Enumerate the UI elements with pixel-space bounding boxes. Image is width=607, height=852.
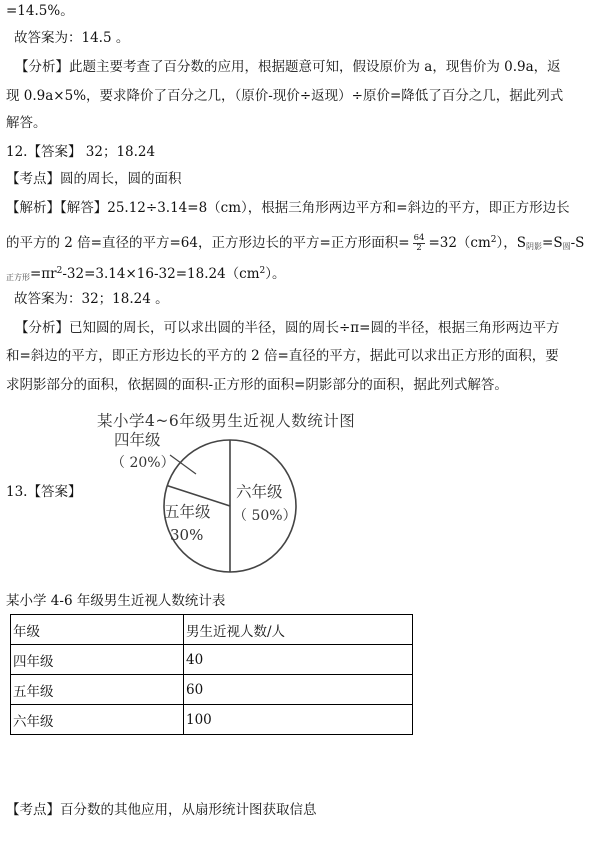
- text-line: 【分析】此题主要考查了百分数的应用，根据题意可知，假设原价为 a，现售价为 0.9a，返: [15, 59, 561, 75]
- stats-table: [10, 614, 413, 735]
- text-line: 故答案为：32；18.24 。: [14, 291, 169, 307]
- table-header-cell: 年级: [11, 615, 184, 645]
- text-line: 现 0.9a×5%，要求降价了百分之几，（原价-现价÷返现）÷原价=降低了百分之几，据此列式: [6, 88, 564, 104]
- text-line: 【分析】已知圆的周长，可以求出圆的半径，圆的周长÷π=圆的半径，根据三角形两边平方: [15, 320, 560, 336]
- text-line-formula: $_{正方形}=\pi r^2-32=3.14\times 16-32=18.24(cm^2)$。: [6, 266, 286, 282]
- table-caption: 某小学 4-6 年级男生近视人数统计表: [6, 593, 226, 609]
- table-cell: 四年级: [11, 645, 184, 675]
- text-line: =14.5%。: [6, 3, 74, 19]
- table-cell: 40: [184, 645, 413, 675]
- table-header-cell: 男生近视人数/人: [184, 615, 413, 645]
- table-cell: 100: [184, 705, 413, 735]
- table-cell: 五年级: [11, 675, 184, 705]
- table-row: [11, 675, 413, 705]
- table-cell: 六年级: [11, 705, 184, 735]
- answer-12: 12.【答案】 32；18.24: [6, 144, 156, 160]
- slice-label-grade6: 六年级: [236, 483, 283, 501]
- text-line: 【解析】【解答】25.12÷3.14=8（cm），根据三角形两边平方和=斜边的平方，即正方形边长: [6, 200, 570, 216]
- text-line: 和=斜边的平方，即正方形边长的平方的 2 倍=直径的平方，据此可以求出正方形的面积，要: [6, 348, 559, 364]
- answer-13: 13.【答案】: [6, 484, 82, 500]
- slice-label-grade4: 四年级: [114, 431, 161, 449]
- slice-pct-grade6: （ 50%）: [233, 508, 297, 524]
- slice-pct-grade4: （ 20%）: [111, 455, 175, 471]
- text-line: 故答案为：14.5 。: [14, 30, 130, 46]
- fraction: $\frac{64}{2}$: [413, 233, 425, 253]
- chart-title: 某小学4~6年级男生近视人数统计图: [97, 412, 356, 430]
- text-line-formula: 的平方的 2 倍=直径的平方=64，正方形边长的平方=正方形面积= $\frac{64}{2}$ $=32(cm^2)$，$S_{阴影}=S_圆-S$: [6, 233, 585, 253]
- slice-pct-grade5: 30%: [170, 526, 204, 544]
- text-line: 解答。: [6, 115, 47, 131]
- text-line: 【考点】圆的周长，圆的面积: [6, 171, 182, 187]
- table-cell: 60: [184, 675, 413, 705]
- slice-label-grade5: 五年级: [164, 503, 211, 521]
- table-row: [11, 645, 413, 675]
- table-row: [11, 705, 413, 735]
- text-line: 【考点】百分数的其他应用，从扇形统计图获取信息: [6, 802, 317, 818]
- table-header-row: [11, 615, 413, 645]
- text-line: 求阴影部分的面积，依据圆的面积-正方形的面积=阴影部分的面积，据此列式解答。: [6, 377, 508, 393]
